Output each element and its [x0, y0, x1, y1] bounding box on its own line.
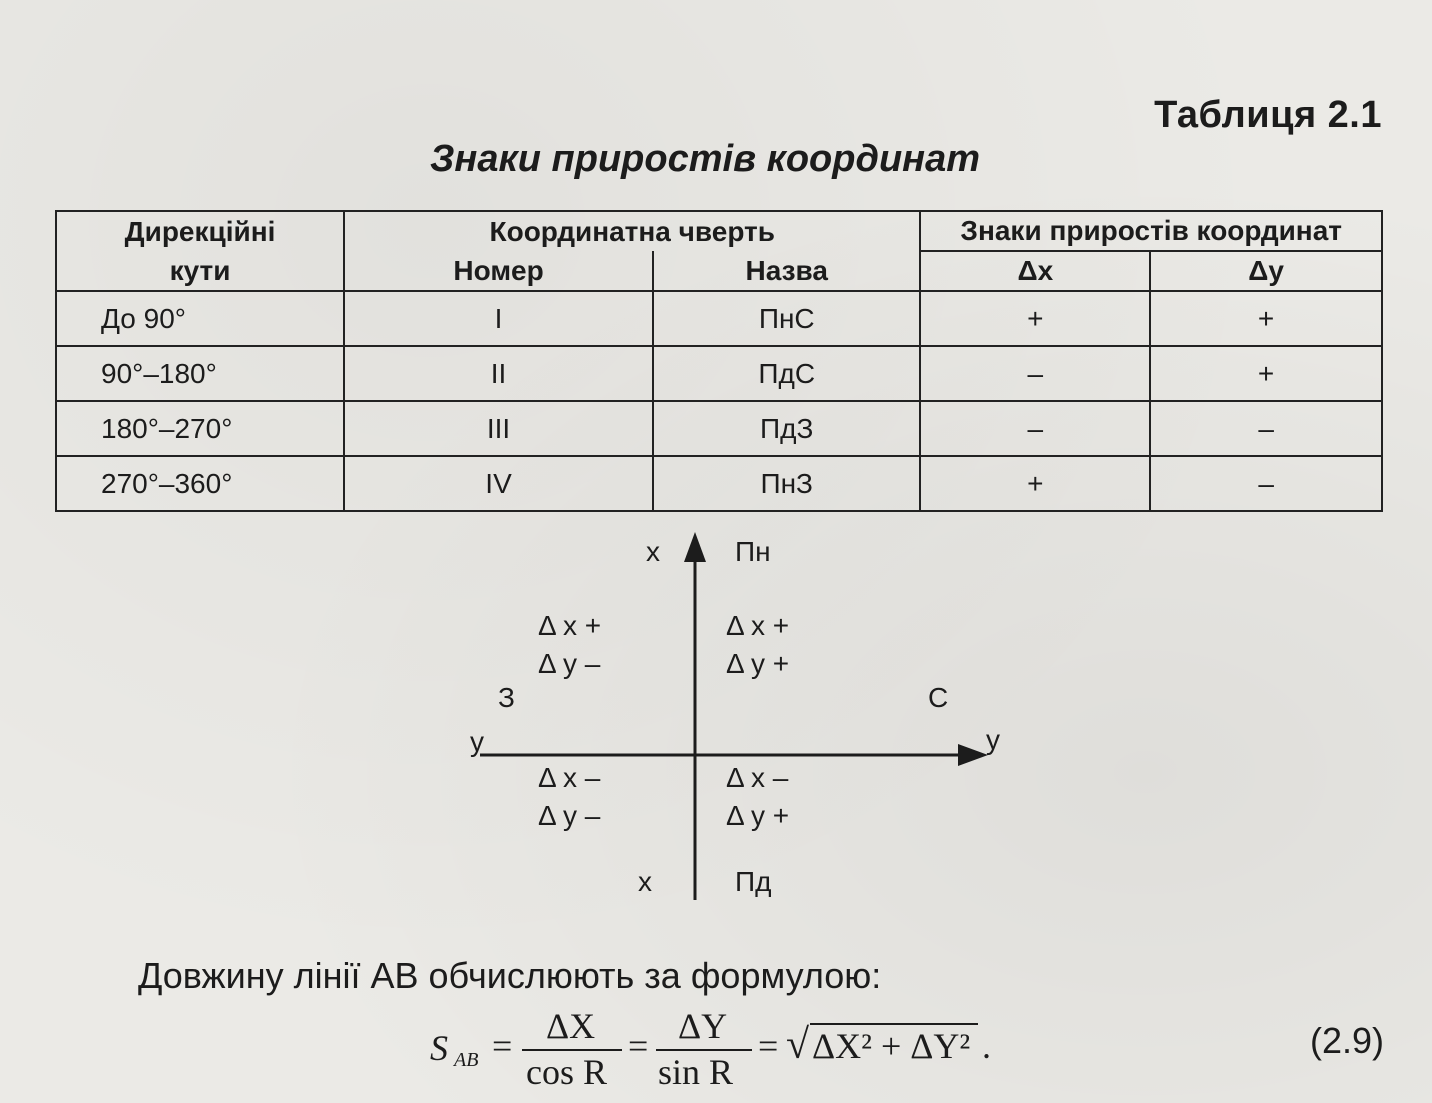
cell-dx: –: [920, 346, 1150, 401]
header-quarter-name: Назва: [653, 251, 920, 291]
table-header-row: [56, 211, 1382, 251]
cell-number: IV: [344, 456, 653, 511]
sqrt-icon: √: [786, 1022, 810, 1068]
formula-eq-1: =: [492, 1026, 513, 1066]
cell-number: II: [344, 346, 653, 401]
table-caption: Знаки приростів координат: [430, 138, 981, 180]
header-quarter: Координатна чверть: [344, 211, 920, 251]
west-label: З: [498, 682, 515, 713]
cell-dy: –: [1150, 401, 1382, 456]
cell-dy: –: [1150, 456, 1382, 511]
formula-s-subscript: AB: [454, 1049, 479, 1071]
frac2-denominator: sin R: [658, 1052, 734, 1092]
quadrant-se-dx: Δ x –: [726, 762, 789, 793]
header-angle-line1: Дирекційні: [56, 211, 344, 251]
formula-end-dot: .: [982, 1026, 991, 1066]
cell-angle: До 90°: [56, 291, 344, 346]
east-label: С: [928, 682, 949, 713]
cell-angle: 180°–270°: [56, 401, 344, 456]
x-axis-arrow-icon: [684, 532, 706, 562]
quadrant-nw-dx: Δ x +: [538, 610, 602, 641]
table-row: [56, 401, 1382, 456]
table-row: [56, 456, 1382, 511]
cell-dy: +: [1150, 346, 1382, 401]
cell-name: ПнС: [653, 291, 920, 346]
quadrant-nw-dy: Δ у –: [538, 648, 601, 679]
quadrant-ne-dx: Δ x +: [726, 610, 790, 641]
equation-number: (2.9): [1309, 1020, 1384, 1061]
distance-formula: [430, 1005, 1010, 1095]
header-angle-line2: кути: [56, 251, 344, 291]
quadrant-diagram: [0, 520, 1432, 910]
quadrant-se-dy: Δ у +: [726, 800, 790, 831]
table-number: Таблиця 2.1: [1154, 94, 1382, 136]
header-quarter-number: Номер: [344, 251, 653, 291]
quadrant-ne-dy: Δ у +: [726, 648, 790, 679]
table-subheader-row: [56, 251, 1382, 291]
cell-dx: +: [920, 456, 1150, 511]
header-dy: Δy: [1150, 251, 1382, 291]
y-axis-arrow-icon: [958, 744, 988, 766]
quadrant-sw-dx: Δ x –: [538, 762, 601, 793]
formula-s: S: [430, 1028, 448, 1068]
cell-dx: –: [920, 401, 1150, 456]
axis-y-left-label: у: [470, 726, 484, 757]
cell-number: III: [344, 401, 653, 456]
frac1-denominator: cos R: [526, 1052, 607, 1092]
formula-eq-2: =: [628, 1026, 649, 1066]
signs-table: [55, 210, 1383, 512]
table-row: [56, 346, 1382, 401]
cell-angle: 270°–360°: [56, 456, 344, 511]
formula-eq-3: =: [758, 1026, 779, 1066]
cell-dy: +: [1150, 291, 1382, 346]
frac1-numerator: ΔX: [546, 1006, 596, 1046]
cell-angle: 90°–180°: [56, 346, 344, 401]
axis-y-right-label: у: [986, 724, 1000, 755]
cell-name: ПдЗ: [653, 401, 920, 456]
cell-number: I: [344, 291, 653, 346]
axis-x-top-label: x: [646, 536, 660, 567]
axis-x-bottom-label: x: [638, 866, 652, 897]
cell-name: ПнЗ: [653, 456, 920, 511]
cell-name: ПдС: [653, 346, 920, 401]
formula-intro-text: Довжину лінії AB обчислюють за формулою:: [138, 955, 882, 996]
cell-dx: +: [920, 291, 1150, 346]
axes-svg: [0, 520, 1432, 910]
north-label: Пн: [735, 536, 771, 567]
header-signs: Знаки приростів координат: [920, 211, 1382, 251]
quadrant-sw-dy: Δ у –: [538, 800, 601, 831]
table-row: [56, 291, 1382, 346]
header-dx: Δx: [920, 251, 1150, 291]
sqrt-radicand: ΔX² + ΔY²: [812, 1026, 971, 1066]
frac2-numerator: ΔY: [678, 1006, 728, 1046]
south-label: Пд: [735, 866, 772, 897]
